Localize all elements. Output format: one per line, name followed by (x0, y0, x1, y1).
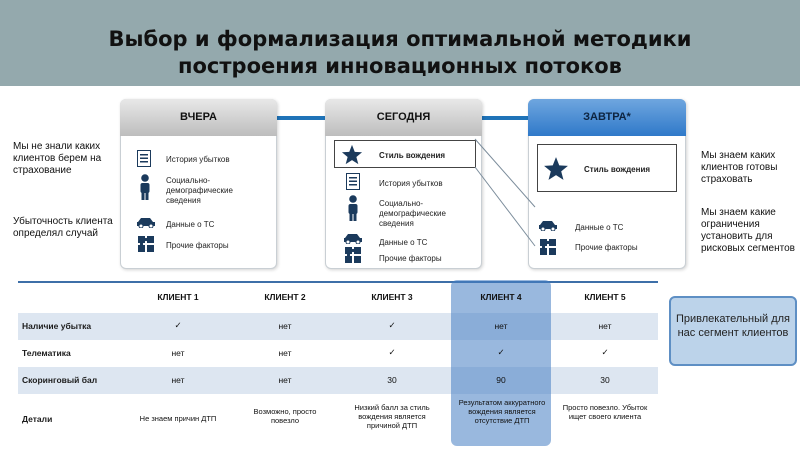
today-item-socio-demographic: Социально-демографические сведения (379, 199, 446, 228)
header-client-3: КЛИЕНТ 3 (371, 292, 413, 302)
header-client-1: КЛИЕНТ 1 (157, 292, 199, 302)
row-label-telematics: Телематика (22, 348, 71, 358)
cell-details-client-3: Низкий балл за стиль вождения является причиной ДТП (354, 403, 430, 430)
right-note-known-clients: Мы знаем каких клиентов готовы страховать (701, 150, 778, 185)
cell-scoring-client-3: 30 (387, 375, 397, 385)
cell-loss-client-5: нет (598, 321, 612, 331)
cell-details-client-4: Результатом аккуратного вождения является отсутствие ДТП (458, 398, 546, 425)
cell-loss-client-2: нет (278, 321, 292, 331)
today-item-loss-history: История убытков (379, 179, 443, 188)
tomorrow-driving-style-label: Стиль вождения (584, 165, 651, 174)
tomorrow-item-other-factors: Прочие факторы (575, 243, 638, 252)
left-note-unknown-clients: Мы не знали каких клиентов берем на страхование (13, 141, 102, 176)
header-client-5: КЛИЕНТ 5 (584, 292, 626, 302)
title-line-2: построения инновационных потоков (178, 54, 622, 78)
card-tomorrow-title: ЗАВТРА* (528, 99, 686, 136)
cell-details-client-1: Не знаем причин ДТП (139, 414, 217, 423)
left-note-loss-by-chance: Убыточность клиента определял случай (13, 216, 113, 239)
title-line-1: Выбор и формализация оптимальной методики (108, 27, 692, 51)
cell-scoring-client-2: нет (278, 375, 292, 385)
row-label-scoring: Скоринговый бал (22, 375, 98, 385)
today-driving-style-label: Стиль вождения (379, 151, 446, 160)
yesterday-item-socio-demographic: Социально-демографические сведения (166, 176, 233, 205)
cell-telematics-client-3: ✓ (388, 347, 396, 357)
cell-telematics-client-2: нет (278, 348, 292, 358)
row-label-details: Детали (22, 414, 53, 424)
cell-details-client-5: Просто повезло. Убыток ищет своего клиента (562, 403, 648, 421)
attractive-segment-callout: Привлекательный для нас сегмент клиентов (669, 296, 797, 366)
cell-loss-client-3: ✓ (388, 320, 396, 330)
row-label-loss: Наличие убытка (22, 321, 92, 331)
cell-loss-client-4: нет (494, 321, 508, 331)
cell-telematics-client-4: ✓ (497, 347, 505, 357)
tomorrow-item-vehicle-data: Данные о ТС (575, 223, 624, 232)
header-client-4: КЛИЕНТ 4 (480, 292, 522, 302)
right-note-restrictions: Мы знаем какие ограничения установить для рисковых сегментов (701, 207, 795, 254)
cell-details-client-2: Возможно, просто повезло (253, 407, 317, 425)
cell-telematics-client-1: нет (171, 348, 185, 358)
yesterday-item-loss-history: История убытков (166, 155, 230, 164)
cell-loss-client-1: ✓ (174, 320, 182, 330)
yesterday-item-vehicle-data: Данные о ТС (166, 220, 215, 229)
card-yesterday-title: ВЧЕРА (120, 99, 277, 136)
yesterday-item-other-factors: Прочие факторы (166, 241, 229, 250)
cell-telematics-client-5: ✓ (601, 347, 609, 357)
cell-scoring-client-5: 30 (600, 375, 610, 385)
card-today-title: СЕГОДНЯ (325, 99, 482, 136)
cell-scoring-client-1: нет (171, 375, 185, 385)
header-client-2: КЛИЕНТ 2 (264, 292, 306, 302)
cell-scoring-client-4: 90 (496, 375, 506, 385)
today-item-other-factors: Прочие факторы (379, 254, 442, 263)
today-item-vehicle-data: Данные о ТС (379, 238, 428, 247)
